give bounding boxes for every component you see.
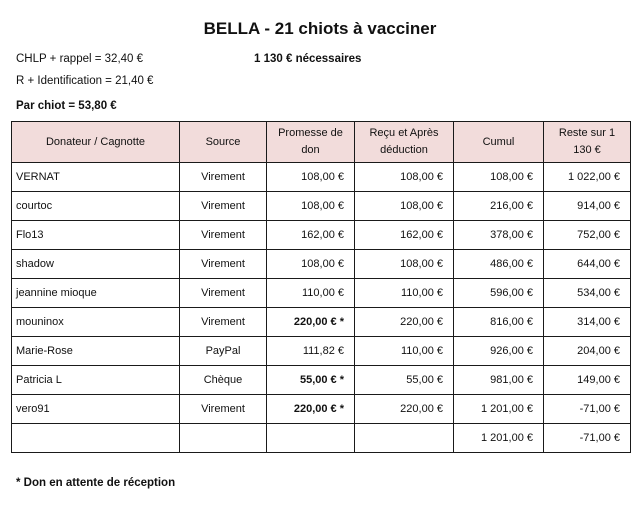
- header-donor: Donateur / Cagnotte: [12, 122, 180, 163]
- received-cell: 162,00 €: [355, 221, 454, 250]
- table-row: [12, 192, 631, 221]
- table-row: [12, 221, 631, 250]
- received-cell: [355, 424, 454, 453]
- footnote: * Don en attente de réception: [16, 477, 176, 489]
- total-remaining-cell: -71,00 €: [544, 424, 631, 453]
- remaining-cell: 149,00 €: [544, 366, 631, 395]
- per-puppy-cost: Par chiot = 53,80 €: [16, 100, 117, 112]
- received-cell: 220,00 €: [355, 308, 454, 337]
- donor-cell: VERNAT: [12, 163, 180, 192]
- received-cell: 108,00 €: [355, 250, 454, 279]
- promise-cell: [267, 424, 355, 453]
- remaining-cell: 1 022,00 €: [544, 163, 631, 192]
- donor-cell: mouninox: [12, 308, 180, 337]
- promise-cell: 220,00 € *: [267, 395, 355, 424]
- received-cell: 108,00 €: [355, 163, 454, 192]
- remaining-cell: 314,00 €: [544, 308, 631, 337]
- promise-cell: 108,00 €: [267, 192, 355, 221]
- remaining-cell: 204,00 €: [544, 337, 631, 366]
- promise-cell: 220,00 € *: [267, 308, 355, 337]
- table-row: [12, 250, 631, 279]
- cumul-cell: 108,00 €: [454, 163, 544, 192]
- table-row: [12, 308, 631, 337]
- cumul-cell: 926,00 €: [454, 337, 544, 366]
- cumul-cell: 486,00 €: [454, 250, 544, 279]
- donor-cell: [12, 424, 180, 453]
- total-cumul-cell: 1 201,00 €: [454, 424, 544, 453]
- header-remaining: Reste sur 1 130 €: [544, 122, 631, 163]
- received-cell: 108,00 €: [355, 192, 454, 221]
- table-row: [12, 163, 631, 192]
- total-needed: 1 130 € nécessaires: [254, 53, 362, 65]
- received-cell: 110,00 €: [355, 279, 454, 308]
- cumul-cell: 816,00 €: [454, 308, 544, 337]
- source-cell: Virement: [180, 250, 267, 279]
- promise-cell: 110,00 €: [267, 279, 355, 308]
- source-cell: Chèque: [180, 366, 267, 395]
- chlp-cost: CHLP + rappel = 32,40 €: [16, 53, 144, 65]
- header-cumul: Cumul: [454, 122, 544, 163]
- donor-cell: Marie-Rose: [12, 337, 180, 366]
- received-cell: 55,00 €: [355, 366, 454, 395]
- table-row: [12, 395, 631, 424]
- donor-cell: vero91: [12, 395, 180, 424]
- donor-cell: Flo13: [12, 221, 180, 250]
- donations-table: [11, 121, 631, 453]
- cumul-cell: 378,00 €: [454, 221, 544, 250]
- promise-cell: 108,00 €: [267, 163, 355, 192]
- source-cell: Virement: [180, 395, 267, 424]
- header-source: Source: [180, 122, 267, 163]
- source-cell: [180, 424, 267, 453]
- table-header-row: [12, 122, 631, 163]
- remaining-cell: 644,00 €: [544, 250, 631, 279]
- donor-cell: shadow: [12, 250, 180, 279]
- donor-cell: Patricia L: [12, 366, 180, 395]
- source-cell: Virement: [180, 308, 267, 337]
- promise-cell: 111,82 €: [267, 337, 355, 366]
- promise-cell: 162,00 €: [267, 221, 355, 250]
- received-cell: 110,00 €: [355, 337, 454, 366]
- donor-cell: courtoc: [12, 192, 180, 221]
- remaining-cell: -71,00 €: [544, 395, 631, 424]
- cumul-cell: 981,00 €: [454, 366, 544, 395]
- source-cell: Virement: [180, 163, 267, 192]
- table-row: [12, 366, 631, 395]
- table-row: [12, 279, 631, 308]
- received-cell: 220,00 €: [355, 395, 454, 424]
- page-title: BELLA - 21 chiots à vacciner: [203, 19, 437, 38]
- cumul-cell: 216,00 €: [454, 192, 544, 221]
- source-cell: Virement: [180, 221, 267, 250]
- total-row: [12, 424, 631, 453]
- table-row: [12, 337, 631, 366]
- header-received: Reçu et Après déduction: [355, 122, 454, 163]
- source-cell: Virement: [180, 192, 267, 221]
- promise-cell: 55,00 € *: [267, 366, 355, 395]
- donor-cell: jeannine mioque: [12, 279, 180, 308]
- promise-cell: 108,00 €: [267, 250, 355, 279]
- remaining-cell: 534,00 €: [544, 279, 631, 308]
- source-cell: PayPal: [180, 337, 267, 366]
- rid-cost: R + Identification = 21,40 €: [16, 75, 154, 87]
- source-cell: Virement: [180, 279, 267, 308]
- remaining-cell: 914,00 €: [544, 192, 631, 221]
- remaining-cell: 752,00 €: [544, 221, 631, 250]
- cumul-cell: 1 201,00 €: [454, 395, 544, 424]
- cumul-cell: 596,00 €: [454, 279, 544, 308]
- header-promise: Promesse de don: [267, 122, 355, 163]
